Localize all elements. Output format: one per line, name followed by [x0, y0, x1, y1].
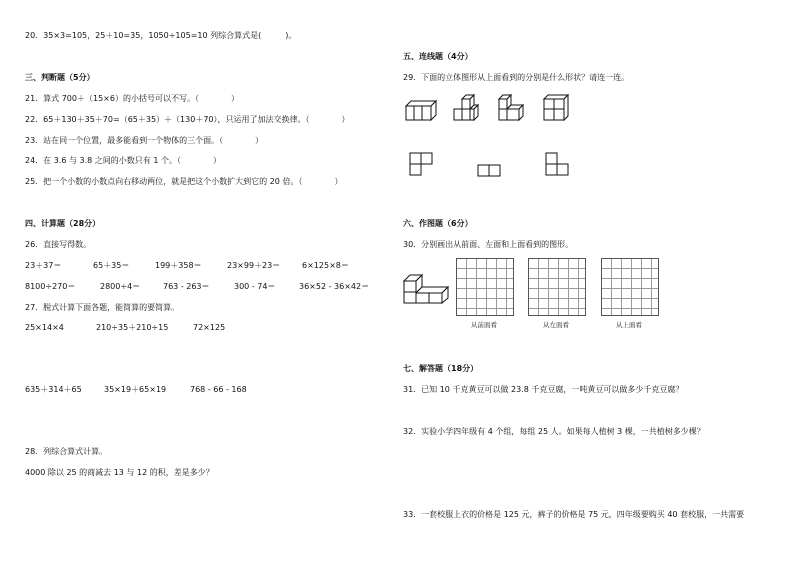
question-25: 25．把一个小数的小数点向右移动两位，就是把这个小数扩大到它的 20 倍。（ ） [25, 177, 343, 186]
solid-figure-drawing [403, 272, 449, 304]
oral-calc-item: 6×125×8＝ [302, 261, 349, 270]
oral-calc-item: 23×99＋23＝ [227, 261, 281, 270]
question-28: 28．列综合算式计算。 [25, 447, 108, 456]
drawing-grid-top[interactable] [601, 258, 659, 316]
step-calc-item: 35×19＋65×19 [104, 385, 167, 394]
grid-label-left: 从左面看 [543, 321, 569, 329]
question-27: 27．脱式计算下面各题，能简算的要简算。 [25, 303, 180, 312]
grid-label-front: 从前面看 [471, 321, 497, 329]
solid-figure-4 [542, 94, 570, 122]
section-5-title: 五、连线题（4分） [403, 52, 473, 61]
oral-calc-item: 23＋37＝ [25, 261, 62, 270]
solid-figure-3 [496, 94, 526, 122]
oral-calc-item: 8100÷270＝ [25, 282, 76, 291]
oral-calc-item: 300 - 74＝ [234, 282, 276, 291]
question-23: 23．站在同一个位置，最多能看到一个物体的三个面。（ ） [25, 136, 264, 145]
question-31: 31．已知 10 千克黄豆可以做 23.8 千克豆腐，一吨黄豆可以做多少千克豆腐？ [403, 385, 684, 394]
step-calc-item: 72×125 [193, 323, 226, 332]
top-view-shape-3 [545, 152, 571, 178]
section-7-title: 七、解答题（18分） [403, 364, 479, 373]
solid-figure-2 [452, 94, 480, 122]
top-view-shape-1 [409, 152, 435, 178]
question-26: 26．直接写得数。 [25, 240, 92, 249]
question-28-text: 4000 除以 25 的商减去 13 与 12 的积，差是多少？ [25, 468, 214, 477]
question-20: 20．35×3=105，25＋10=35，1050÷105=10 列综合算式是( )。 [25, 31, 297, 40]
drawing-grid-left[interactable] [528, 258, 586, 316]
question-33: 33．一套校服上衣的价格是 125 元，裤子的价格是 75 元，四年级要购买 40 套校服，一共需要 [403, 510, 745, 519]
question-30: 30．分别画出从前面、左面和上面看到的图形。 [403, 240, 574, 249]
oral-calc-item: 65＋35＝ [93, 261, 130, 270]
oral-calc-item: 763 - 263＝ [163, 282, 210, 291]
section-4-title: 四、计算题（28分） [25, 219, 101, 228]
grid-label-top: 从上面看 [616, 321, 642, 329]
oral-calc-item: 2800÷4＝ [100, 282, 141, 291]
step-calc-item: 210÷35＋210÷15 [96, 323, 169, 332]
question-32: 32．实验小学四年级有 4 个组，每组 25 人。如果每人植树 3 棵，一共植树多少棵？ [403, 427, 705, 436]
drawing-grid-front[interactable] [456, 258, 514, 316]
oral-calc-item: 199＋358＝ [155, 261, 202, 270]
section-3-title: 三、判断题（5分） [25, 73, 95, 82]
solid-figure-1 [405, 100, 437, 122]
oral-calc-item: 36×52 - 36×42＝ [299, 282, 370, 291]
step-calc-item: 768 - 66 - 168 [190, 385, 247, 394]
question-21: 21．算式 700＋（15×6）的小括号可以不写。（ ） [25, 94, 239, 103]
top-view-shape-2 [477, 164, 503, 178]
step-calc-item: 25×14×4 [25, 323, 64, 332]
question-22: 22．65＋130＋35＋70=（65＋35）＋（130＋70），只运用了加法交换律。（ ） [25, 115, 350, 124]
section-6-title: 六、作图题（6分） [403, 219, 473, 228]
step-calc-item: 635＋314＋65 [25, 385, 82, 394]
question-24: 24．在 3.6 与 3.8 之间的小数只有 1 个。（ ） [25, 156, 221, 165]
question-29: 29．下面的立体图形从上面看到的分别是什么形状？请连一连。 [403, 73, 630, 82]
